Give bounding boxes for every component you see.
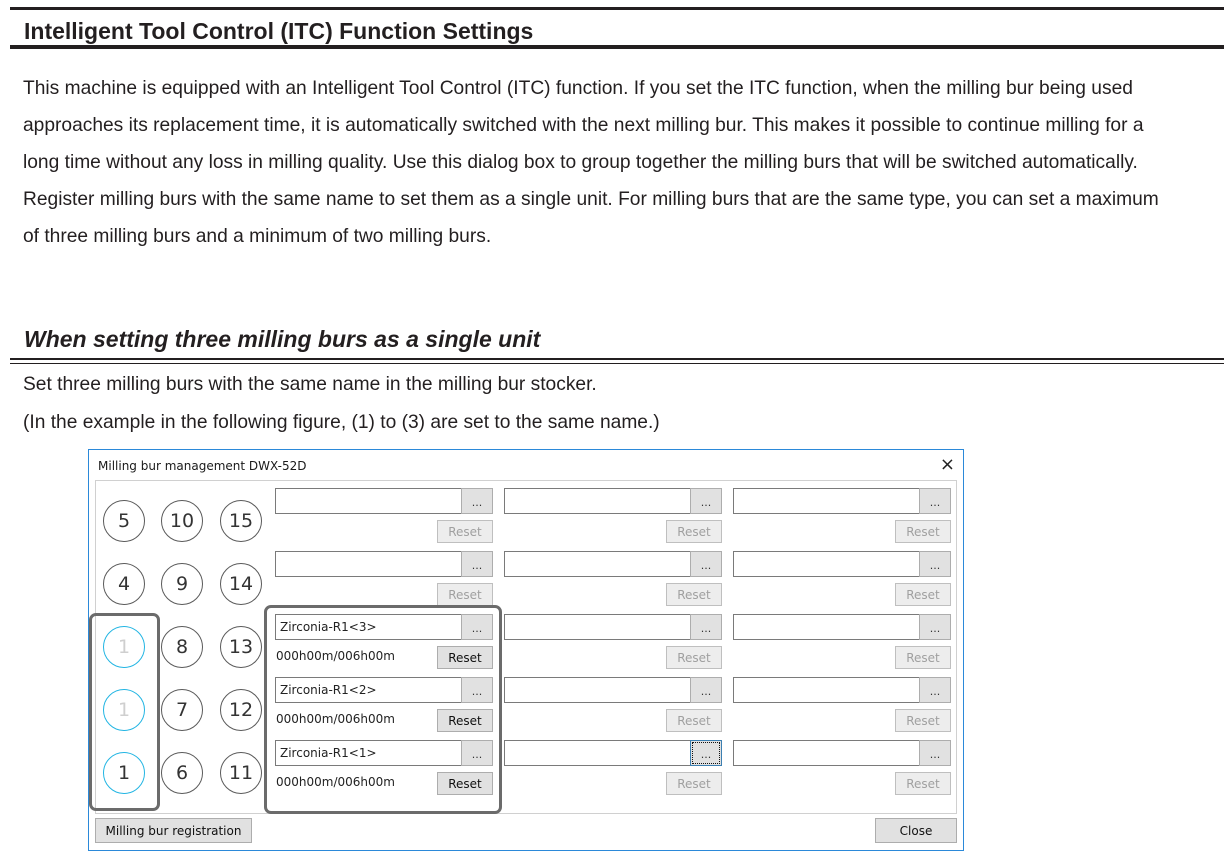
reset-button[interactable]: Reset [895, 772, 951, 795]
browse-button[interactable]: ... [919, 677, 951, 703]
stocker-position-button[interactable]: 9 [161, 563, 203, 605]
stocker-position-button[interactable]: 1 [103, 752, 145, 794]
milling-bur-registration-button[interactable]: Milling bur registration [95, 818, 252, 843]
stocker-position-button[interactable]: 12 [220, 689, 262, 731]
milling-bur-management-dialog [88, 449, 964, 851]
page-title: Intelligent Tool Control (ITC) Function Settings [24, 18, 534, 44]
usage-time-label: 000h00m/006h00m [276, 649, 395, 663]
stocker-position-button[interactable]: 11 [220, 752, 262, 794]
bur-name-field[interactable] [733, 614, 920, 640]
reset-button[interactable]: Reset [437, 709, 493, 732]
reset-button[interactable]: Reset [437, 646, 493, 669]
bur-name-field[interactable] [275, 488, 462, 514]
close-button[interactable]: Close [875, 818, 957, 843]
intro-paragraph [23, 70, 1218, 255]
highlight-bur-slots [264, 605, 502, 814]
bur-name-field[interactable] [504, 551, 691, 577]
bur-name-field[interactable] [275, 551, 462, 577]
bur-name-field[interactable] [504, 488, 691, 514]
browse-button[interactable]: ... [690, 740, 722, 766]
subheading-rule [10, 358, 1224, 364]
intro-line: Register milling burs with the same name to set them as a single unit. For milling burs that are the same type, you can set a maximum [23, 189, 1159, 210]
stocker-position-button[interactable]: 10 [161, 500, 203, 542]
browse-button[interactable]: ... [919, 614, 951, 640]
stocker-position-button[interactable]: 15 [220, 500, 262, 542]
reset-button[interactable]: Reset [666, 709, 722, 732]
usage-time-label: 000h00m/006h00m [276, 712, 395, 726]
section-heading-bar [10, 7, 1224, 49]
stocker-position-button[interactable]: 8 [161, 626, 203, 668]
dialog-title: Milling bur management DWX-52D [98, 459, 307, 473]
browse-button[interactable]: ... [690, 488, 722, 514]
browse-button[interactable]: ... [690, 677, 722, 703]
browse-button[interactable]: ... [690, 614, 722, 640]
stocker-position-button[interactable]: 14 [220, 563, 262, 605]
bur-name-field[interactable] [504, 740, 691, 766]
bur-name-field[interactable] [733, 551, 920, 577]
stocker-position-button[interactable]: 7 [161, 689, 203, 731]
reset-button[interactable]: Reset [437, 772, 493, 795]
highlight-stocker-positions [89, 613, 160, 811]
stocker-position-button[interactable]: 6 [161, 752, 203, 794]
stocker-position-button[interactable]: 1 [103, 689, 145, 731]
reset-button[interactable]: Reset [895, 583, 951, 606]
bur-name-field[interactable] [504, 677, 691, 703]
intro-line: This machine is equipped with an Intelligent Tool Control (ITC) function. If you set the ITC function, when the milling bur being used [23, 78, 1133, 99]
browse-button[interactable]: ... [919, 551, 951, 577]
browse-button[interactable]: ... [690, 551, 722, 577]
bur-name-field[interactable]: Zirconia-R1<3> [275, 614, 462, 640]
browse-button[interactable]: ... [919, 488, 951, 514]
stocker-position-button[interactable]: 4 [103, 563, 145, 605]
instruction-text: Set three milling burs with the same name in the milling bur stocker. [23, 374, 597, 395]
stocker-position-button[interactable]: 13 [220, 626, 262, 668]
reset-button[interactable]: Reset [895, 646, 951, 669]
bur-name-field[interactable] [733, 740, 920, 766]
close-icon[interactable]: × [939, 454, 955, 475]
browse-button[interactable]: ... [461, 614, 493, 640]
browse-button[interactable]: ... [461, 677, 493, 703]
reset-button[interactable]: Reset [437, 520, 493, 543]
intro-line: of three milling burs and a minimum of two milling burs. [23, 226, 492, 247]
bur-name-field[interactable] [504, 614, 691, 640]
browse-button[interactable]: ... [461, 740, 493, 766]
reset-button[interactable]: Reset [895, 520, 951, 543]
reset-button[interactable]: Reset [895, 709, 951, 732]
stocker-position-button[interactable]: 5 [103, 500, 145, 542]
reset-button[interactable]: Reset [666, 583, 722, 606]
bur-name-field[interactable]: Zirconia-R1<2> [275, 677, 462, 703]
intro-line: long time without any loss in milling quality. Use this dialog box to group together the milling burs that will be switched automatically. [23, 152, 1138, 173]
example-note: (In the example in the following figure, (1) to (3) are set to the same name.) [23, 412, 660, 433]
reset-button[interactable]: Reset [666, 772, 722, 795]
usage-time-label: 000h00m/006h00m [276, 775, 395, 789]
browse-button[interactable]: ... [919, 740, 951, 766]
browse-button[interactable]: ... [461, 488, 493, 514]
subheading: When setting three milling burs as a single unit [24, 326, 541, 352]
intro-line: approaches its replacement time, it is automatically switched with the next milling bur. This makes it possible to continue milling for a [23, 115, 1144, 136]
reset-button[interactable]: Reset [666, 520, 722, 543]
reset-button[interactable]: Reset [437, 583, 493, 606]
bur-name-field[interactable] [733, 677, 920, 703]
bur-name-field[interactable] [733, 488, 920, 514]
browse-button[interactable]: ... [461, 551, 493, 577]
stocker-position-button[interactable]: 1 [103, 626, 145, 668]
bur-name-field[interactable]: Zirconia-R1<1> [275, 740, 462, 766]
reset-button[interactable]: Reset [666, 646, 722, 669]
